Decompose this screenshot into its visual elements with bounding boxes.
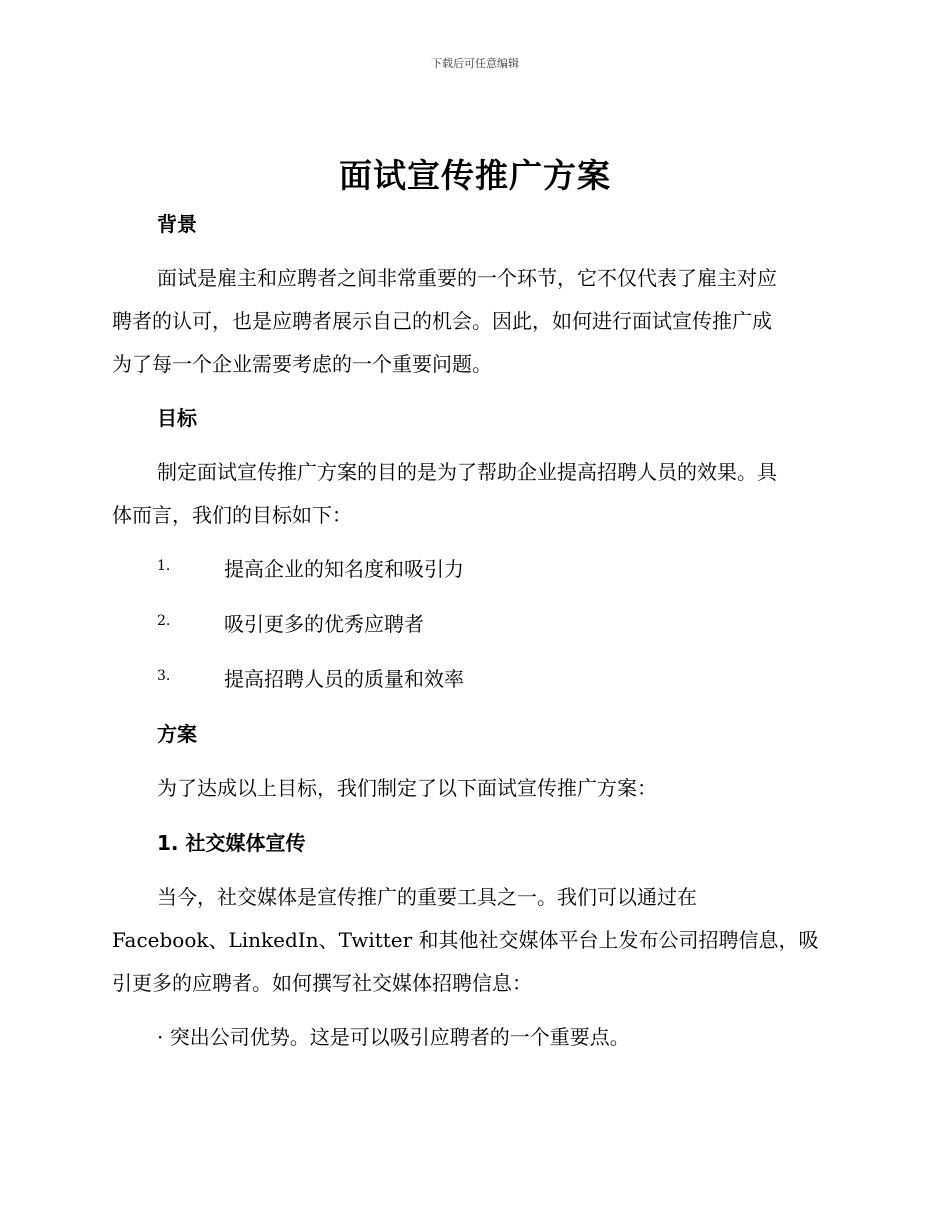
page-header: 下载后可任意编辑 (431, 57, 519, 70)
list-item-number: 2. (157, 613, 171, 629)
paragraph-line: 制定面试宣传推广方案的目的是为了帮助企业提高招聘人员的效果。具 (157, 460, 777, 484)
paragraph-line: 体而言，我们的目标如下： (112, 503, 352, 527)
bullet-item: · 突出公司优势。这是可以吸引应聘者的一个重要点。 (157, 1025, 630, 1049)
list-item: 吸引更多的优秀应聘者 (224, 612, 424, 636)
section-heading-goal: 目标 (157, 406, 197, 430)
section-heading-plan: 方案 (157, 722, 197, 746)
paragraph-line: 引更多的应聘者。如何撰写社交媒体招聘信息： (112, 971, 532, 995)
paragraph-line: 为了达成以上目标，我们制定了以下面试宣传推广方案： (157, 776, 657, 800)
document-title: 面试宣传推广方案 (339, 156, 611, 195)
list-item: 提高企业的知名度和吸引力 (224, 557, 464, 581)
subsection-heading-social-media: 1. 社交媒体宣传 (157, 831, 306, 855)
paragraph-line: 当今，社交媒体是宣传推广的重要工具之一。我们可以通过在 (157, 885, 697, 909)
list-item-number: 3. (157, 668, 171, 684)
paragraph-line: 面试是雇主和应聘者之间非常重要的一个环节，它不仅代表了雇主对应 (157, 266, 777, 290)
paragraph-line: 聘者的认可，也是应聘者展示自己的机会。因此，如何进行面试宣传推广成 (112, 309, 772, 333)
section-heading-background: 背景 (157, 212, 197, 236)
list-item: 提高招聘人员的质量和效率 (224, 667, 464, 691)
list-item-number: 1. (157, 558, 171, 574)
paragraph-line: Facebook、LinkedIn、Twitter 和其他社交媒体平台上发布公司招聘信息，吸 (112, 928, 819, 952)
paragraph-line: 为了每一个企业需要考虑的一个重要问题。 (112, 352, 492, 376)
